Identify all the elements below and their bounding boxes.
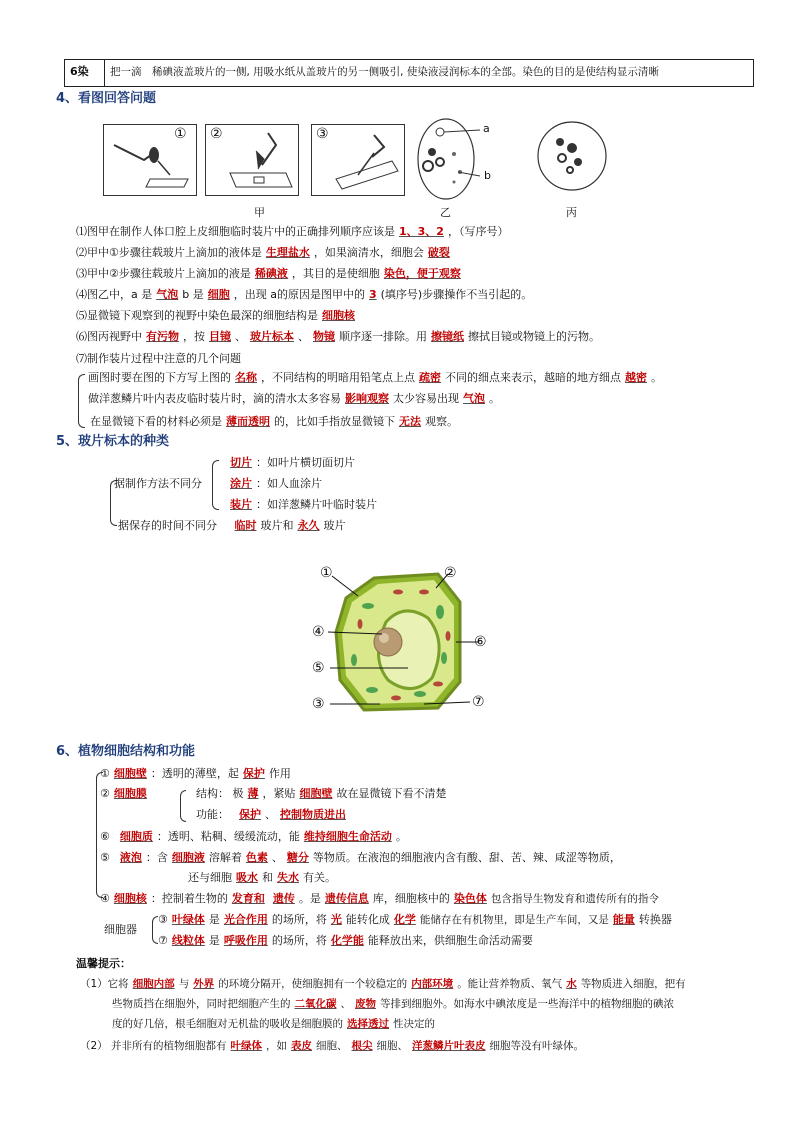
cell-label-3: ③ xyxy=(312,696,325,712)
sec6-row-3 xyxy=(100,829,407,845)
q6-post: 擦拭目镜或物镜上的污物。 xyxy=(468,330,600,343)
sec6-row-4-l2-post: 有关。 xyxy=(303,871,336,884)
q2-line xyxy=(76,245,454,261)
tip-1b-answer-1: 二氧化碳 xyxy=(294,998,337,1010)
sec6-row-5-answer: 细胞核 xyxy=(113,892,147,905)
figure-yi-label-b: b xyxy=(484,169,491,182)
q2-answer-2: 破裂 xyxy=(427,246,450,259)
tip-2-mid-1: ，如 xyxy=(266,1040,288,1052)
sec6-row-2-function xyxy=(196,807,350,823)
q7-l1-answer-3: 越密 xyxy=(625,371,647,384)
q7-l2-end: 。 xyxy=(489,392,500,405)
sec5-by-method: 据制作方法不同分 xyxy=(114,477,202,490)
sec6-row-7-answer-2: 呼吸作用 xyxy=(223,934,268,947)
sec6-organelle-label: 细胞器 xyxy=(104,923,137,936)
tip-1-text: （1）它将 xyxy=(80,978,129,990)
q7-l2-mid: 太少容易出现 xyxy=(393,392,459,405)
sec6-row-4-l2-mid: 和 xyxy=(262,871,273,884)
q6-answer-4: 物镜 xyxy=(313,330,335,343)
sec6-row-6-answer-2: 光合作用 xyxy=(223,913,268,926)
sec6-row-4-text: ：含 xyxy=(145,851,168,864)
tip-2-mid-3: 细胞、 xyxy=(376,1040,409,1052)
sec6-row-1-answer-2: 保护 xyxy=(242,767,265,780)
sec6-row-4 xyxy=(100,850,621,866)
sec6-row-4-l2-text: 还与细胞 xyxy=(188,871,232,884)
sec6-row-4-num: ⑤ xyxy=(100,851,110,864)
sec6-row-2-structure-answer-2: 细胞壁 xyxy=(299,787,333,800)
sec6-row-5-answer-2: 发育和 xyxy=(231,892,265,905)
sec5-by-time-mid: 玻片和 xyxy=(260,519,294,532)
sec5-item-3-text: ：如洋葱鳞片叶临时装片 xyxy=(256,498,377,511)
sec6-row-4-l2-answer-2: 失水 xyxy=(277,871,299,884)
q6-answer-1: 有污物 xyxy=(146,330,179,343)
figure-yi-bubble-view xyxy=(414,116,504,202)
figure-num-3: ③ xyxy=(316,126,329,142)
sec5-item-1-answer: 切片 xyxy=(230,456,252,469)
q4-post: (填序号)步骤操作不当引起的。 xyxy=(380,288,533,301)
sec6-row-1-num: ① xyxy=(100,767,110,780)
q2-mid: ，如果滴清水，细胞会 xyxy=(313,246,424,259)
tip-1c-answer: 选择透过 xyxy=(347,1018,389,1030)
sec6-row-2 xyxy=(100,786,151,802)
q6-mid-2: 顺序逐一排除。用 xyxy=(339,330,427,343)
tip-1-line-3 xyxy=(112,1016,435,1032)
q7-line-2 xyxy=(88,391,500,407)
sec5-by-time-text: 据保存的时间不同分 xyxy=(118,519,217,532)
cell-label-7: ⑦ xyxy=(472,694,485,710)
figure-num-1: ① xyxy=(174,126,187,142)
q7-l3-end: 观察。 xyxy=(425,415,458,428)
figure-bing-caption: 丙 xyxy=(566,206,577,219)
q7-l3-mid: 的，比如手指放显微镜下 xyxy=(274,415,395,428)
sec6-row-6-mid-1: 的场所，将 xyxy=(271,913,327,926)
sec6-row-2-num: ② xyxy=(100,787,110,800)
sec5-item-1 xyxy=(226,455,355,471)
sec6-row-4-answer-2: 细胞液 xyxy=(171,851,205,864)
q1-post: ，（写序号） xyxy=(447,225,509,238)
sec6-row-5-mid-2: 库，细胞核中的 xyxy=(372,892,450,905)
q7-l2-answer-2: 气泡 xyxy=(463,392,485,405)
sec6-row-2-structure-answer: 薄 xyxy=(247,787,259,800)
cell-label-5: ⑤ xyxy=(312,660,325,676)
sec6-row-5 xyxy=(100,891,659,907)
q5-line xyxy=(76,308,359,324)
sec6-row-3-answer-2: 维持细胞生命活动 xyxy=(303,830,392,843)
sec6-row-4-answer-4: 糖分 xyxy=(286,851,309,864)
sec6-row-5-answer-3: 遗传 xyxy=(272,892,295,905)
cell-label-6: ⑥ xyxy=(474,634,487,650)
q7-l3-answer-1: 薄而透明 xyxy=(226,415,270,428)
sec6-row-5-mid-1: 。是 xyxy=(298,892,321,905)
figure-bing-dirty-view xyxy=(534,118,610,194)
figure-yi-caption: 乙 xyxy=(440,206,451,219)
q1-line xyxy=(76,224,508,240)
tip-2-text: （2） 并非所有的植物细胞都有 xyxy=(80,1040,227,1052)
sec6-row-4-mid-2: 、 xyxy=(271,851,283,864)
q4-answer-1: 气泡 xyxy=(156,288,179,301)
q6-line xyxy=(76,329,600,345)
sec6-row-2-structure xyxy=(196,786,447,802)
tip-2-mid-2: 细胞、 xyxy=(316,1040,348,1052)
sec5-by-time-answer-2: 永久 xyxy=(297,519,320,532)
sec6-row-4-l2-answer: 吸水 xyxy=(236,871,258,884)
sec6-row-7-post: 能释放出来，供细胞生命活动需要 xyxy=(367,934,533,947)
q7-l3-text: 在显微镜下看的材料必须是 xyxy=(90,415,222,428)
q6-text: ⑹图丙视野中 xyxy=(76,330,142,343)
q7-l2-text: 做洋葱鳞片叶内表皮临时装片时，滴的清水太多容易 xyxy=(88,392,341,405)
sec5-item-2-answer: 涂片 xyxy=(230,477,252,490)
q6-answer-3: 玻片标本 xyxy=(250,330,294,343)
q7-l2-answer-1: 影响观察 xyxy=(345,392,389,405)
tip-1-answer-1: 细胞内部 xyxy=(132,978,175,990)
sec6-row-6-answer-3: 光 xyxy=(330,913,342,926)
q3-line xyxy=(76,266,465,282)
q1-answer: 1、3、2 xyxy=(399,225,444,238)
sec6-row-2-answer: 细胞膜 xyxy=(113,787,147,800)
sec6-row-2-structure-text: 结构： 极 xyxy=(196,787,244,800)
q7-line-1 xyxy=(88,370,662,386)
tip-1b-mid: 、 xyxy=(340,998,351,1010)
sec6-row-7-num: ⑦ xyxy=(158,934,168,947)
q7-l1-answer-2: 疏密 xyxy=(419,371,441,384)
q3-answer-2: 染色，便于观察 xyxy=(383,267,461,280)
tip-1b-post: 等排到细胞外。如海水中碘浓度是一些海洋中的植物细胞的碘浓 xyxy=(380,998,674,1010)
q2-answer-1: 生理盐水 xyxy=(265,246,310,259)
sec6-row-6-answer-4: 化学 xyxy=(393,913,416,926)
sec6-row-1-text: ：透明的薄壁，起 xyxy=(150,767,239,780)
sec6-row-3-post: 。 xyxy=(395,830,407,843)
q4-answer-3: 3 xyxy=(368,288,377,301)
tip-1-line-1 xyxy=(80,976,686,992)
q7-l1-mid: ，不同结构的明暗用铅笔点上点 xyxy=(261,371,415,384)
sec5-by-time-post: 玻片 xyxy=(323,519,346,532)
sec6-row-2-function-answer-2: 控制物质进出 xyxy=(280,808,346,821)
q4-text: ⑷图乙中，a 是 xyxy=(76,288,153,301)
sec6-row-3-num: ⑥ xyxy=(100,830,110,843)
q4-mid-2: ，出现 a的原因是图甲中的 xyxy=(233,288,365,301)
step-row-text: 把一滴 稀碘液盖玻片的一侧, 用吸水纸从盖玻片的另一侧吸引, 使染液浸润标本的全部。染色的目的是使结构显示清晰 xyxy=(110,66,659,78)
q7-line-3 xyxy=(90,414,458,430)
figure-jia-caption: 甲 xyxy=(254,206,265,219)
sec6-row-1 xyxy=(100,766,291,782)
sec6-row-7-mid: 的场所，将 xyxy=(271,934,327,947)
q6-answer-2: 目镜 xyxy=(209,330,231,343)
sec6-row-6-answer-5: 能量 xyxy=(612,913,635,926)
sec6-row-2-structure-post: 故在显微镜下看不清楚 xyxy=(336,787,447,800)
sec6-row-3-answer: 细胞质 xyxy=(119,830,153,843)
plant-cell-diagram xyxy=(308,562,498,722)
q7-l3-answer-2: 无法 xyxy=(399,415,421,428)
sec5-inner-brace xyxy=(212,460,219,510)
sec6-row-7-text: 是 xyxy=(208,934,220,947)
sec5-item-3 xyxy=(226,497,377,513)
q4-answer-2: 细胞 xyxy=(207,288,230,301)
sec5-by-time xyxy=(118,518,346,534)
sec6-row-6-text: 是 xyxy=(208,913,220,926)
tip-1-mid-1: 与 xyxy=(178,978,190,990)
sec6-row-2-brace xyxy=(180,790,186,822)
sec6-row-6-answer: 叶绿体 xyxy=(171,913,205,926)
q3-text: ⑶甲中②步骤往载玻片上滴加的液是 xyxy=(76,267,251,280)
q3-answer-1: 稀碘液 xyxy=(254,267,288,280)
figure-yi-label-a: a xyxy=(483,122,490,135)
sec6-row-4-mid-1: 溶解着 xyxy=(208,851,242,864)
tip-2-post: 细胞等没有叶绿体。 xyxy=(489,1040,585,1052)
tip-1b-answer-2: 废物 xyxy=(355,998,376,1010)
step-row-divider xyxy=(104,59,105,86)
tip-2-answer-1: 叶绿体 xyxy=(230,1040,263,1052)
sec6-row-7-answer: 线粒体 xyxy=(171,934,205,947)
sec6-row-7-answer-3: 化学能 xyxy=(330,934,364,947)
sec5-item-3-answer: 装片 xyxy=(230,498,252,511)
q6-mid-1: ，按 xyxy=(183,330,205,343)
sec6-row-6 xyxy=(158,912,672,928)
section6-title: 6、植物细胞结构和功能 xyxy=(56,744,196,759)
tip-1-answer-3: 内部环境 xyxy=(411,978,454,990)
q3-mid: ，其目的是使细胞 xyxy=(291,267,380,280)
sec6-row-6-num: ③ xyxy=(158,913,168,926)
q7-l1-answer-1: 名称 xyxy=(235,371,257,384)
tip-2-answer-4: 洋葱鳞片叶表皮 xyxy=(412,1040,486,1052)
sec6-row-2-function-answer: 保护 xyxy=(239,808,261,821)
tip-2-answer-2: 表皮 xyxy=(291,1040,313,1052)
sec6-row-4-line-2 xyxy=(188,870,336,886)
cell-nucleus xyxy=(374,628,402,656)
tip-1b-text: 些物质挡在细胞外，同时把细胞产生的 xyxy=(112,998,291,1010)
sec5-by-time-answer-1: 临时 xyxy=(234,519,257,532)
q5-answer: 细胞核 xyxy=(322,309,355,322)
q6-sep-2: 、 xyxy=(298,330,309,343)
sec6-row-4-post: 等物质。在液泡的细胞液内含有酸、甜、苦、辣、咸涩等物质， xyxy=(312,851,621,864)
section5-title: 5、玻片标本的种类 xyxy=(56,434,170,449)
sec6-row-4-answer-3: 色素 xyxy=(245,851,268,864)
q5-text: ⑸显微镜下观察到的视野中染色最深的细胞结构是 xyxy=(76,309,318,322)
tip-2-line xyxy=(80,1038,584,1054)
sec6-row-5-post: 包含指导生物发育和遗传所有的指令 xyxy=(490,893,659,905)
tip-1-post: 等物质进入细胞，把有 xyxy=(580,978,686,990)
tip-2-answer-3: 根尖 xyxy=(351,1040,373,1052)
q4-line xyxy=(76,287,532,303)
q7-title: ⑺制作装片过程中注意的几个问题 xyxy=(76,352,241,365)
tip-1c-post: 性决定的 xyxy=(393,1018,435,1030)
cell-label-2: ② xyxy=(444,565,457,581)
sec6-row-7 xyxy=(158,933,533,949)
sec5-item-1-text: ：如叶片横切面切片 xyxy=(256,456,355,469)
q4-mid-1: b 是 xyxy=(182,288,204,301)
q6-sep-1: 、 xyxy=(235,330,246,343)
tip-1-answer-4: 水 xyxy=(566,978,577,990)
section4-title: 4、看图回答问题 xyxy=(56,91,157,106)
tip-1-answer-2: 外界 xyxy=(193,978,215,990)
q7-l1-post: 不同的细点来表示，越暗的地方细点 xyxy=(445,371,621,384)
cell-label-4: ④ xyxy=(312,624,325,640)
sec5-item-2-text: ：如人血涂片 xyxy=(256,477,322,490)
sec6-row-6-mid-3: 能储存在有机物里，即是生产车间，又是 xyxy=(419,914,609,926)
sec6-row-5-text: ：控制着生物的 xyxy=(150,892,228,905)
sec6-row-2-structure-mid: ，紧贴 xyxy=(262,787,296,800)
q6-answer-5: 擦镜纸 xyxy=(431,330,464,343)
sec6-row-2-function-text: 功能： xyxy=(196,808,229,821)
cell-label-1: ① xyxy=(320,565,333,581)
sec5-item-2 xyxy=(226,476,322,492)
sec6-row-5-answer-4: 遗传信息 xyxy=(324,892,369,905)
q7-brace xyxy=(78,374,85,428)
q1-text: ⑴图甲在制作人体口腔上皮细胞临时装片中的正确排列顺序应该是 xyxy=(76,225,395,238)
figure-num-2: ② xyxy=(210,126,223,142)
step-row-label: 6染 xyxy=(70,65,89,78)
sec6-row-2-function-sep: 、 xyxy=(265,808,276,821)
sec6-row-4-answer: 液泡 xyxy=(119,851,142,864)
sec6-row-5-answer-5: 染色体 xyxy=(453,892,487,905)
tip-1-line-2 xyxy=(112,996,674,1012)
tip-1-mid-3: 。能让营养物质、氧气 xyxy=(457,978,563,990)
sec6-row-6-mid-2: 能转化成 xyxy=(345,913,390,926)
sec6-row-1-post: 作用 xyxy=(268,767,291,780)
q2-text: ⑵甲中①步骤往载玻片上滴加的液体是 xyxy=(76,246,262,259)
sec6-row-1-answer: 细胞壁 xyxy=(113,767,147,780)
q7-l1-end: 。 xyxy=(651,371,662,384)
tip-1c-text: 度的好几倍，根毛细胞对无机盐的吸收是细胞膜的 xyxy=(112,1018,343,1030)
sec6-row-3-text: ：透明、粘稠、缓缓流动，能 xyxy=(156,830,300,843)
tip-1-mid-2: 的环境分隔开，使细胞拥有一个较稳定的 xyxy=(218,978,408,990)
sec6-row-5-num: ④ xyxy=(100,892,110,905)
q7-l1-text: 画图时要在图的下方写上图的 xyxy=(88,371,231,384)
tips-title: 温馨提示： xyxy=(76,957,131,970)
sec6-row-6-post: 转换器 xyxy=(638,913,672,926)
